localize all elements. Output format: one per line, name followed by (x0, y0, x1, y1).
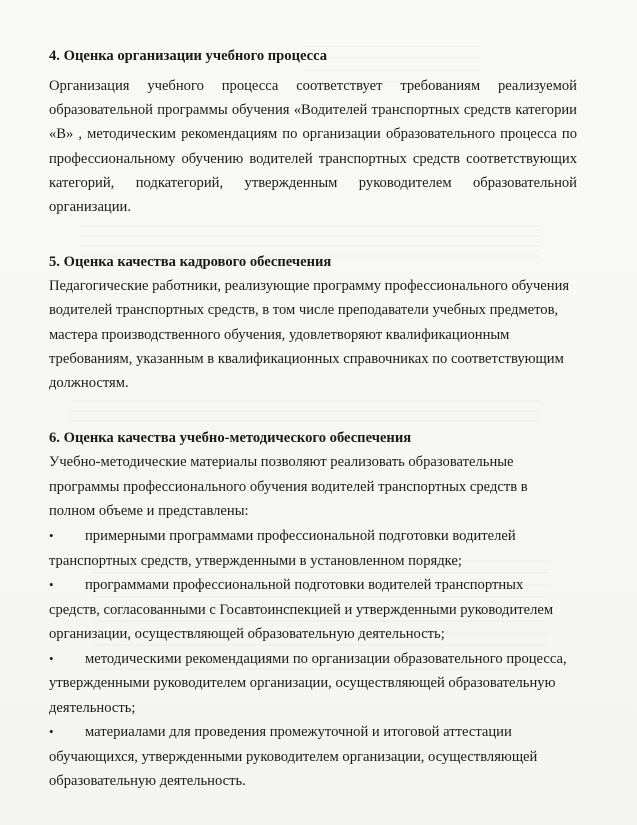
section-6-heading: 6. Оценка качества учебно-методического обеспечения (49, 430, 412, 446)
materials-list (49, 524, 577, 794)
list-item-text: материалами для проведения промежуточной и итоговой аттестации обучающихся, утвержденными руководителем организации, осуществляющей образовательную деятельность. (49, 724, 538, 789)
list-item-text: примерными программами профессиональной подготовки водителей транспортных средств, утвержденными в установленном порядке; (49, 528, 516, 569)
list-item-text: методическими рекомендациями по организации образовательного процесса, утвержденными руководителем организации, осуществляющей образовательную деятельность; (49, 650, 567, 716)
list-item (49, 720, 577, 794)
bullet-icon: • (49, 528, 54, 543)
list-item (49, 647, 577, 721)
list-item (49, 524, 577, 573)
bullet-icon: • (49, 650, 54, 666)
bullet-icon: • (49, 577, 54, 592)
section-4-heading: 4. Оценка организации учебного процесса (49, 48, 328, 64)
bullet-icon: • (49, 724, 54, 739)
section-5-heading: 5. Оценка качества кадрового обеспечения (49, 254, 332, 270)
section-4-text: Организация учебного процесса соответствует требованиям реализуемой образовательной программы обучения «Водителей транспортных средств категории «В» , методическим рекомендациям по организации образовательного процесса по профессиональному обучению водителей транспортных средств соответствующих категорий, подкатегорий, утвержденным руководителем образовательной организации. (49, 78, 577, 216)
section-6-intro: Учебно-методические материалы позволяют реализовать образовательные программы профессионального обучения водителей транспортных средств в полном объеме и представлены: (49, 454, 528, 519)
list-item (49, 573, 577, 647)
section-5-text: Педагогические работники, реализующие программу профессионального обучения водителей транспортных средств, в том числе преподаватели учебных предметов, мастера производственного обучения, удовлетворяют квалификационным требованиям, указанным в квалификационных справочниках по соответствующим должностям. (49, 278, 570, 392)
list-item-text: программами профессиональной подготовки водителей транспортных средств, согласованными с Госавтоинспекцией и утвержденными руководителем организации, осуществляющей образовательную деятельность; (49, 577, 554, 642)
